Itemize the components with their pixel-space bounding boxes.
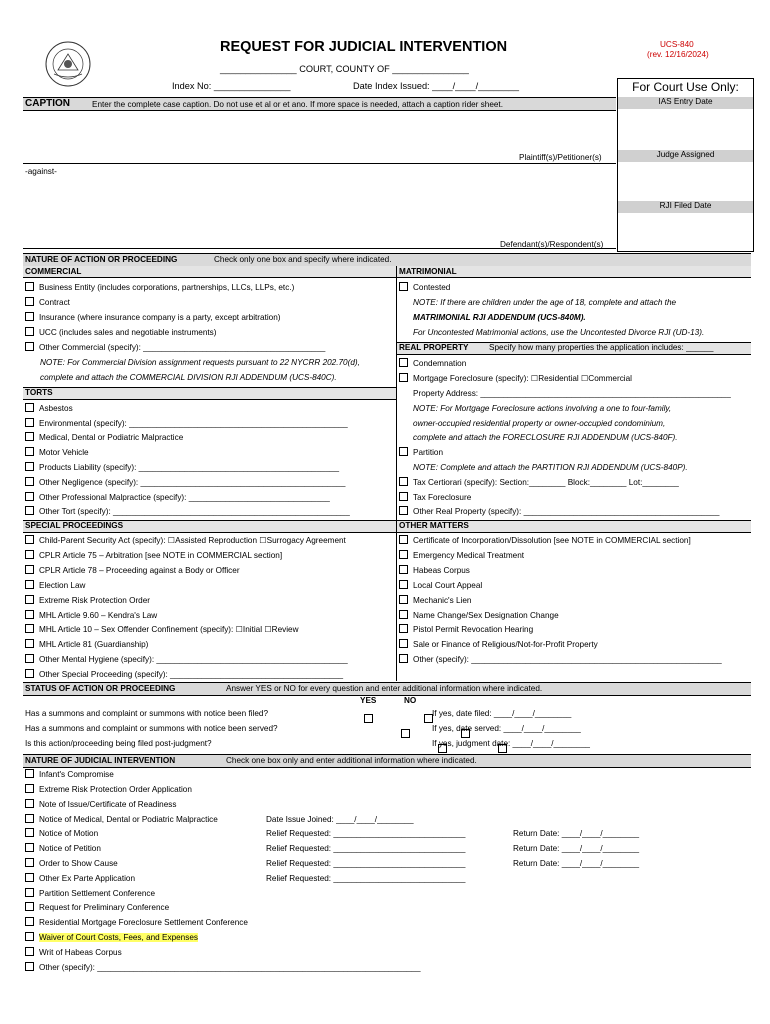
intervention-instruction: Check one box only and enter additional information where indicated. [226,756,477,765]
special-item[interactable]: Election Law [25,581,85,590]
matrimonial-note-2: MATRIMONIAL RJI ADDENDUM (UCS-840M). [413,313,586,322]
special-item[interactable]: Other Mental Hygiene (specify): __________________________________________ [25,655,348,664]
special-header: SPECIAL PROCEEDINGS [25,521,124,530]
status-instruction: Answer YES or NO for every question and enter additional information where indicated. [226,684,543,693]
rji-filed-date-label: RJI Filed Date [618,201,753,213]
judge-assigned-label: Judge Assigned [618,150,753,162]
defendant-caption-area[interactable] [23,176,616,249]
torts-header: TORTS [25,388,53,397]
real-property-item[interactable]: Tax Foreclosure [399,493,471,502]
other-matters-item[interactable]: Name Change/Sex Designation Change [399,611,559,620]
intervention-item[interactable]: Infant's Compromise [25,770,114,779]
relief-requested-field[interactable]: Relief Requested: _____________________________ [266,844,466,853]
status-yes-checkbox[interactable] [364,714,373,723]
intervention-item[interactable]: Notice of Medical, Dental or Podiatric Malpractice [25,815,218,824]
other-matters-item[interactable]: Certificate of Incorporation/Dissolution [see NOTE in COMMERCIAL section] [399,536,691,545]
special-item[interactable]: MHL Article 9.60 – Kendra's Law [25,611,157,620]
status-date-field[interactable]: If yes, judgment date: ____/____/________ [432,739,590,748]
commercial-header: COMMERCIAL [25,267,82,276]
form-rev: (rev. 12/16/2024) [647,50,709,59]
commercial-item[interactable]: UCC (includes sales and negotiable instruments) [25,328,216,337]
torts-item[interactable]: Other Tort (specify): ____________________________________________________ [25,507,350,516]
status-question: Has a summons and complaint or summons with notice been served? [25,724,278,733]
ny-state-seal [44,40,92,88]
status-label: STATUS OF ACTION OR PROCEEDING [25,684,176,693]
return-date-field[interactable]: Return Date: ____/____/________ [513,829,640,838]
torts-header-bar [23,387,396,400]
defendant-label: Defendant(s)/Respondent(s) [500,240,604,249]
return-date-field[interactable]: Return Date: ____/____/________ [513,844,640,853]
ias-entry-date-label: IAS Entry Date [618,97,753,109]
special-item[interactable]: CPLR Article 75 – Arbitration [see NOTE in COMMERCIAL section] [25,551,282,560]
torts-item[interactable]: Asbestos [25,404,73,413]
intervention-item[interactable]: Writ of Habeas Corpus [25,948,122,957]
torts-item[interactable]: Motor Vehicle [25,448,89,457]
relief-requested-field[interactable]: Relief Requested: _____________________________ [266,829,466,838]
special-item[interactable]: Other Special Proceeding (specify): ______________________________________ [25,670,343,679]
intervention-item[interactable]: Partition Settlement Conference [25,889,155,898]
other-matters-item[interactable]: Other (specify): _______________________________________________________ [399,655,722,664]
caption-instruction: Enter the complete case caption. Do not use et al or et ano. If more space is needed, attach a caption rider sheet. [92,100,503,109]
special-item[interactable]: Child-Parent Security Act (specify): ☐Assisted Reproduction ☐Surrogacy Agreement [25,536,346,545]
intervention-item[interactable]: Residential Mortgage Foreclosure Settlement Conference [25,918,248,927]
commercial-note-2: complete and attach the COMMERCIAL DIVISION RJI ADDENDUM (UCS-840C). [40,373,337,382]
commercial-item[interactable]: Insurance (where insurance company is a party, except arbitration) [25,313,281,322]
real-property-item[interactable]: Tax Certiorari (specify): Section:________ Block:________ Lot:________ [399,478,679,487]
foreclosure-note-1: NOTE: For Mortgage Foreclosure actions involving a one to four-family, [413,404,672,413]
foreclosure-note-2: owner-occupied residential property or owner-occupied condominium, [413,419,666,428]
status-question: Has a summons and complaint or summons with notice been filed? [25,709,269,718]
relief-requested-field[interactable]: Relief Requested: _____________________________ [266,874,466,883]
torts-item[interactable]: Environmental (specify): ________________________________________________ [25,419,348,428]
real-property-item[interactable]: Mortgage Foreclosure (specify): ☐Residential ☐Commercial [399,374,632,383]
real-property-item[interactable]: Partition [399,448,443,457]
intervention-item[interactable]: Note of Issue/Certificate of Readiness [25,800,176,809]
real-property-item[interactable]: Condemnation [399,359,466,368]
other-matters-item[interactable]: Mechanic's Lien [399,596,471,605]
status-date-field[interactable]: If yes, date served: ____/____/________ [432,724,581,733]
date-index-field[interactable]: Date Index Issued: ____/____/________ [353,81,520,91]
matrimonial-contested[interactable]: Contested [399,283,450,292]
status-date-field[interactable]: If yes, date filed: ____/____/________ [432,709,572,718]
torts-item[interactable]: Medical, Dental or Podiatric Malpractice [25,433,183,442]
other-matters-item[interactable]: Sale or Finance of Religious/Not-for-Profit Property [399,640,598,649]
form-title: REQUEST FOR JUDICIAL INTERVENTION [220,39,508,55]
return-date-field[interactable]: Return Date: ____/____/________ [513,859,640,868]
real-property-header: REAL PROPERTY [399,343,469,352]
intervention-item[interactable]: Request for Preliminary Conference [25,903,169,912]
torts-item[interactable]: Other Professional Malpractice (specify): _______________________________ [25,493,330,502]
against-label: -against- [25,167,57,176]
intervention-item[interactable]: Notice of Motion [25,829,98,838]
special-item[interactable]: CPLR Article 78 – Proceeding against a Body or Officer [25,566,240,575]
yes-header: YES [360,696,377,705]
intervention-item[interactable]: Extreme Risk Protection Order Application [25,785,192,794]
matrimonial-header: MATRIMONIAL [399,267,457,276]
real-property-count[interactable]: Specify how many properties the application includes: ______ [489,343,714,352]
partition-note: NOTE: Complete and attach the PARTITION RJI ADDENDUM (UCS-840P). [413,463,688,472]
no-header: NO [404,696,417,705]
special-item[interactable]: MHL Article 10 – Sex Offender Confinement (specify): ☐Initial ☐Review [25,625,299,634]
index-no-field[interactable]: Index No: _______________ [172,81,291,91]
other-matters-item[interactable]: Habeas Corpus [399,566,470,575]
status-question: Is this action/proceeding being filed post-judgment? [25,739,212,748]
commercial-item[interactable]: Contract [25,298,70,307]
matrimonial-note-1: NOTE: If there are children under the age of 18, complete and attach the [413,298,677,307]
commercial-item[interactable]: Business Entity (includes corporations, partnerships, LLCs, LLPs, etc.) [25,283,294,292]
commercial-note-1: NOTE: For Commercial Division assignment requests pursuant to 22 NYCRR 202.70(d), [40,358,360,367]
other-matters-item[interactable]: Pistol Permit Revocation Hearing [399,625,533,634]
torts-item[interactable]: Other Negligence (specify): _____________________________________________ [25,478,345,487]
commercial-item[interactable]: Other Commercial (specify): ________________________________________ [25,343,325,352]
nature-label: NATURE OF ACTION OR PROCEEDING [25,255,178,264]
date-issue-joined-field[interactable]: Date Issue Joined: ____/____/________ [266,815,414,824]
intervention-item[interactable]: Notice of Petition [25,844,101,853]
plaintiff-label: Plaintiff(s)/Petitioner(s) [519,153,602,162]
court-use-title: For Court Use Only: [632,80,739,94]
real-property-item[interactable]: Other Real Property (specify): ___________________________________________ [399,507,719,516]
torts-item[interactable]: Products Liability (specify): ____________________________________________ [25,463,339,472]
other-matters-header: OTHER MATTERS [399,521,469,530]
intervention-item[interactable]: Other Ex Parte Application [25,874,135,883]
other-matters-item[interactable]: Local Court Appeal [399,581,482,590]
form-id: UCS-840 [660,40,694,49]
caption-label: CAPTION [25,98,70,109]
matrimonial-note-3: For Uncontested Matrimonial actions, use the Uncontested Divorce RJI (UD-13). [413,328,705,337]
intervention-label: NATURE OF JUDICIAL INTERVENTION [25,756,176,765]
special-item[interactable]: MHL Article 81 (Guardianship) [25,640,148,649]
intervention-item[interactable]: Order to Show Cause [25,859,118,868]
status-yes-checkbox[interactable] [401,729,410,738]
court-line[interactable]: _______________ COURT, COUNTY OF _______________ [220,64,469,74]
special-item[interactable]: Extreme Risk Protection Order [25,596,150,605]
court-use-box [617,78,754,252]
intervention-item-waiver[interactable]: Waiver of Court Costs, Fees, and Expenses [25,933,198,942]
nature-instruction: Check only one box and specify where indicated. [214,255,392,264]
other-matters-item[interactable]: Emergency Medical Treatment [399,551,524,560]
foreclosure-note-3: complete and attach the FORECLOSURE RJI ADDENDUM (UCS-840F). [413,433,678,442]
relief-requested-field[interactable]: Relief Requested: _____________________________ [266,859,466,868]
intervention-item[interactable]: Other (specify): _______________________________________________________________________ [25,963,421,972]
property-address-field[interactable]: Property Address: _______________________________________________________ [413,389,731,398]
